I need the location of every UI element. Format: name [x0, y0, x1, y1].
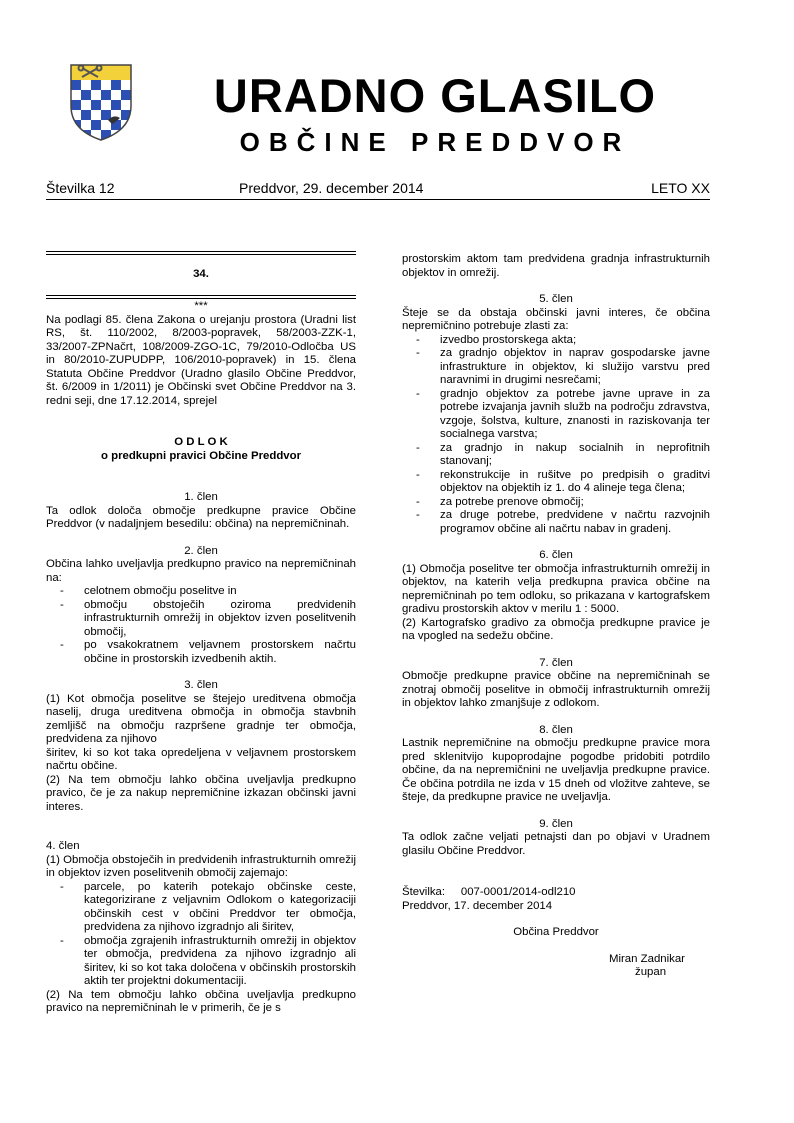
issue-year: LETO XX — [651, 180, 710, 196]
article-4-heading: 4. člen — [46, 840, 80, 852]
article-3-paragraph-1: (1) Kot območja poselitve se štejejo ureditvena območja naselij, druga ureditvena območja in območja stavbnih zemljišč na območju razpršene gradnje ter območja, predvidena za njihovo — [46, 692, 356, 745]
list-item: - izvedbo prostorskega akta; — [440, 334, 710, 348]
article-2-list — [46, 585, 356, 666]
issuing-authority: Občina Preddvor — [513, 926, 599, 938]
list-item: - območja zgrajenih infrastrukturnih omrežij in objektov ter območja, predvidena za njihovo izgradnjo ali širitev, ki so kot taka določena v občinskih prostorskih aktih ter projektni dokumentaciji. — [84, 935, 356, 989]
place-date: Preddvor, 17. december 2014 — [402, 899, 553, 912]
article-1-text: Ta odlok določa območje predkupne pravice Občine Preddvor (v nadaljnjem besedilu: občina) na nepremičninah. — [46, 504, 356, 530]
list-item: - območju obstoječih oziroma predvidenih infrastrukturnih omrežij in objektov izven poselitvenih območij, — [84, 599, 356, 640]
article-3-paragraph-1-cont: širitev, ki so kot taka opredeljena v veljavnem prostorskem načrtu občine. — [46, 746, 356, 772]
list-item: - celotnem območju poselitve in — [84, 585, 356, 599]
publication-subtitle: OBČINE PREDDVOR — [239, 127, 631, 157]
article-4-list — [46, 881, 356, 989]
signer-role: župan — [635, 966, 667, 978]
left-column — [46, 300, 356, 1016]
reference-number: Številka: 007-0001/2014-odl210 — [402, 886, 576, 898]
list-item: - gradnjo objektov za potrebe javne uprave in za potrebe izvajanja javnih služb na področju zdravstva, vzgoje, šolstva, kulture, znanosti in raziskovanja ter socialnega varstva; — [440, 388, 710, 442]
article-6-heading: 6. člen — [539, 549, 573, 561]
article-5-text: Šteje se da obstaja občinski javni interes, če občina nepremičnino potrebuje zlasti za: — [402, 306, 710, 332]
header-rule — [46, 199, 710, 200]
list-item: - za druge potrebe, predvidene v načrtu razvojnih programov občine ali načrtu nabav in gradenj. — [440, 509, 710, 536]
list-item: - rekonstrukcije in rušitve po predpisih o graditvi objektov na objektih iz 1. do 4 alineje tega člena; — [440, 469, 710, 496]
stars-separator: *** — [194, 300, 208, 312]
article-9-text: Ta odlok začne veljati petnajsti dan po objavi v Uradnem glasilu Občine Preddvor. — [402, 831, 710, 857]
continuation-text: prostorskim aktom tam predvidena gradnja infrastrukturnih objektov in omrežij. — [402, 253, 710, 279]
preamble: Na podlagi 85. člena Zakona o urejanju prostora (Uradni list RS, št. 110/2002, 8/2003-popravek, 58/2003-ZZK-1, 33/2007-ZPNačrt, 108/2009-ZGO-1C, 79/2010-Odločba US in 80/2010-ZUPUDPP, 106/2010-popravek) in 15. člena Statuta Občine Preddvor (Uradno glasilo Občine Preddvor, št. 6/2009 in 1/2011) je Občinski svet Občine Preddvor na 3. redni seji, dne 17.12.2014, sprejel — [46, 313, 356, 407]
odlok-subtitle: o predkupni pravici Občine Preddvor — [100, 449, 301, 462]
article-3-paragraph-2: (2) Na tem območju lahko občina uveljavlja predkupno pravico, če je za nakup nepremičnine izkazan občinski javni interes. — [46, 773, 356, 813]
issue-date: Preddvor, 29. december 2014 — [239, 180, 424, 196]
article-3-heading: 3. člen — [184, 679, 218, 691]
list-item: - za gradnjo objektov in naprav gospodarske javne infrastrukture in objektov, ki služijo varstvu pred naravnimi in drugimi nesrečami; — [440, 347, 710, 388]
signer-name: Miran Zadnikar — [609, 952, 685, 965]
article-9-heading: 9. člen — [539, 817, 573, 830]
list-item: - parcele, po katerih potekajo občinske ceste, kategorizirane z veljavnim Odlokom o kategorizaciji občinskih cest v občini Preddvor ter območja, predvidena za njihovo izgradnjo ali širitev, — [84, 881, 356, 935]
article-7-text: Območje predkupne pravice občine na nepremičninah se znotraj območij poselitve in območij infrastrukturnih omrežij in objektov lahko zmanjšuje z odlokom. — [402, 670, 710, 709]
issue-number: Številka 12 — [46, 180, 115, 196]
article-6-paragraph-2: (2) Kartografsko gradivo za območja predkupne pravice je na vpogled na sedežu občine. — [402, 616, 710, 642]
article-1-heading: 1. člen — [184, 491, 218, 503]
article-8-text: Lastnik nepremičnine na območju predkupne pravice mora pred sklenitvijo kupoprodajne pogodbe pridobiti potrdilo občine, da na nepremičnini ne uveljavlja predkupne pravice. Če občina potrdila ne izda v 15 dneh od vložitve zahteve, se šteje, da predkupne pravice ne uveljavlja. — [402, 737, 710, 803]
article-5-heading: 5. člen — [539, 293, 573, 305]
document-number: 34. — [193, 268, 209, 280]
article-2-text: Občina lahko uveljavlja predkupno pravico na nepremičninah na: — [46, 558, 356, 584]
list-item: - po vsakokratnem veljavnem prostorskem načrtu občine in prostorskih izvedbenih aktih. — [84, 639, 356, 666]
odlok-title: O D L O K — [174, 436, 228, 448]
article-5-list — [402, 334, 710, 537]
list-item: - za gradnjo in nakup socialnih in neprofitnih stanovanj; — [440, 442, 710, 469]
right-column — [402, 253, 710, 980]
article-2-heading: 2. člen — [184, 544, 218, 557]
double-rule-top — [46, 251, 356, 255]
article-4-paragraph-1: (1) Območja obstoječih in predvidenih infrastrukturnih omrežij in objektov izven poselitvenih območij zajemajo: — [46, 853, 356, 879]
list-item: - za potrebe prenove območij; — [440, 496, 710, 510]
article-6-paragraph-1: (1) Območja poselitve ter območja infrastrukturnih omrežij in objektov, na katerih velja predkupna pravica občine na nepremičninah po tem odloku, so prikazana v kartografskem gradivu prostorskih aktov v merilu 1 : 5000. — [402, 562, 710, 615]
issue-bar — [46, 180, 710, 198]
double-rule-bottom — [46, 295, 356, 299]
article-8-heading: 8. člen — [539, 723, 573, 736]
municipality-crest-logo — [68, 62, 134, 142]
article-7-heading: 7. člen — [539, 656, 573, 669]
article-4-paragraph-2: (2) Na tem območju lahko občina uveljavlja predkupno pravico na nepremičninah le v primerih, če je s — [46, 988, 356, 1014]
publication-title: URADNO GLASILO — [213, 69, 657, 122]
